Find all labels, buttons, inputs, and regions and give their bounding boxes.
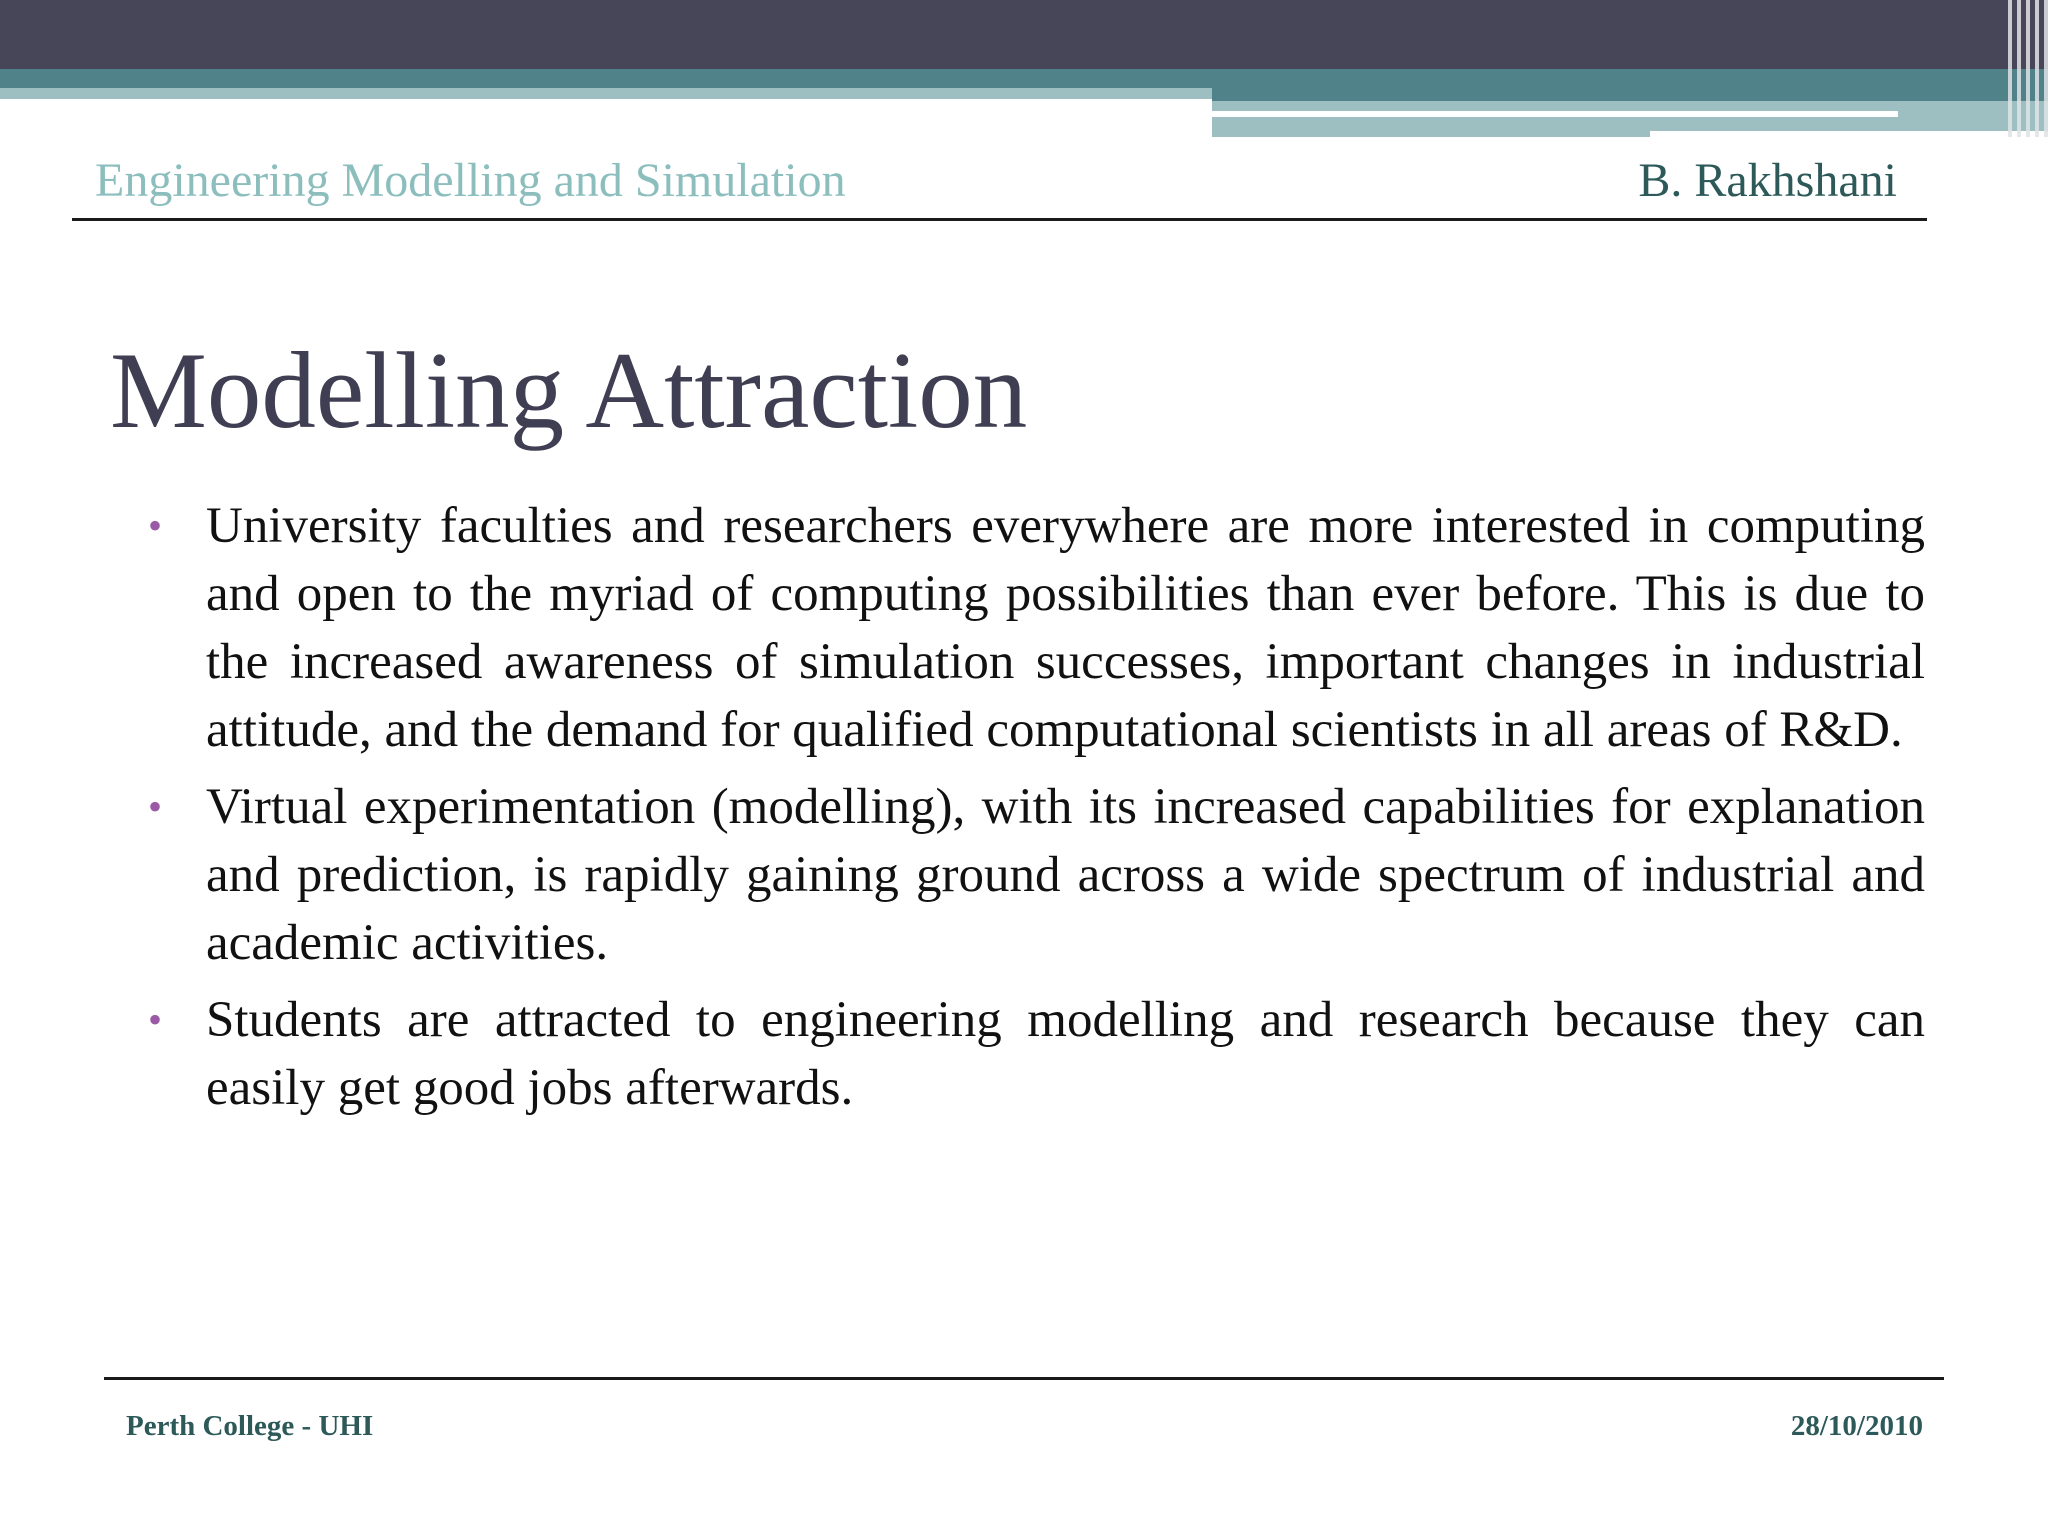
bullet-item bbox=[140, 986, 1925, 1122]
bullet-text: University faculties and researchers everywhere are more interested in computing and open to the myriad of computing possibilities than ever before. This is due to the increased awareness of simulation successes, important changes in industrial attitude, and the demand for qualified computational scientists in all areas of R&D. bbox=[206, 498, 1925, 758]
header-band-white-line bbox=[1212, 111, 1898, 117]
course-title: Engineering Modelling and Simulation bbox=[95, 154, 846, 207]
decorative-stripe bbox=[2026, 0, 2030, 137]
bullet-marker-icon: • bbox=[148, 503, 163, 548]
bullet-text: Virtual experimentation (modelling), with its increased capabilities for explanation and prediction, is rapidly gaining ground across a wide spectrum of industrial and academic activities. bbox=[206, 779, 1925, 971]
bullet-marker-icon: • bbox=[148, 997, 163, 1042]
decorative-stripe bbox=[2008, 0, 2012, 137]
author-name: B. Rakhshani bbox=[1638, 154, 1897, 207]
footer-date: 28/10/2010 bbox=[1790, 1410, 1923, 1442]
bullet-marker-icon: • bbox=[148, 784, 163, 829]
header-decorative-stripes bbox=[1984, 0, 2048, 137]
decorative-stripe bbox=[2017, 0, 2021, 137]
header-band-teal-left bbox=[0, 69, 1212, 88]
footer-institution: Perth College - UHI bbox=[126, 1410, 374, 1442]
decorative-stripe bbox=[2035, 0, 2039, 137]
header-divider bbox=[72, 218, 1927, 221]
bullet-item bbox=[140, 773, 1925, 977]
bullet-list bbox=[140, 492, 1925, 1122]
slide-title: Modelling Attraction bbox=[110, 330, 1028, 451]
decorative-stripe bbox=[2044, 0, 2048, 137]
footer-divider bbox=[104, 1377, 1944, 1380]
bullet-text: Students are attracted to engineering modelling and research because they can easily get good jobs afterwards. bbox=[206, 992, 1925, 1116]
header-band-dark bbox=[0, 0, 2048, 69]
header-band-teal-right bbox=[1212, 69, 2048, 101]
bullet-item bbox=[140, 492, 1925, 764]
header-band-teal-left-light bbox=[0, 88, 1212, 99]
slide-content bbox=[140, 492, 1925, 1131]
